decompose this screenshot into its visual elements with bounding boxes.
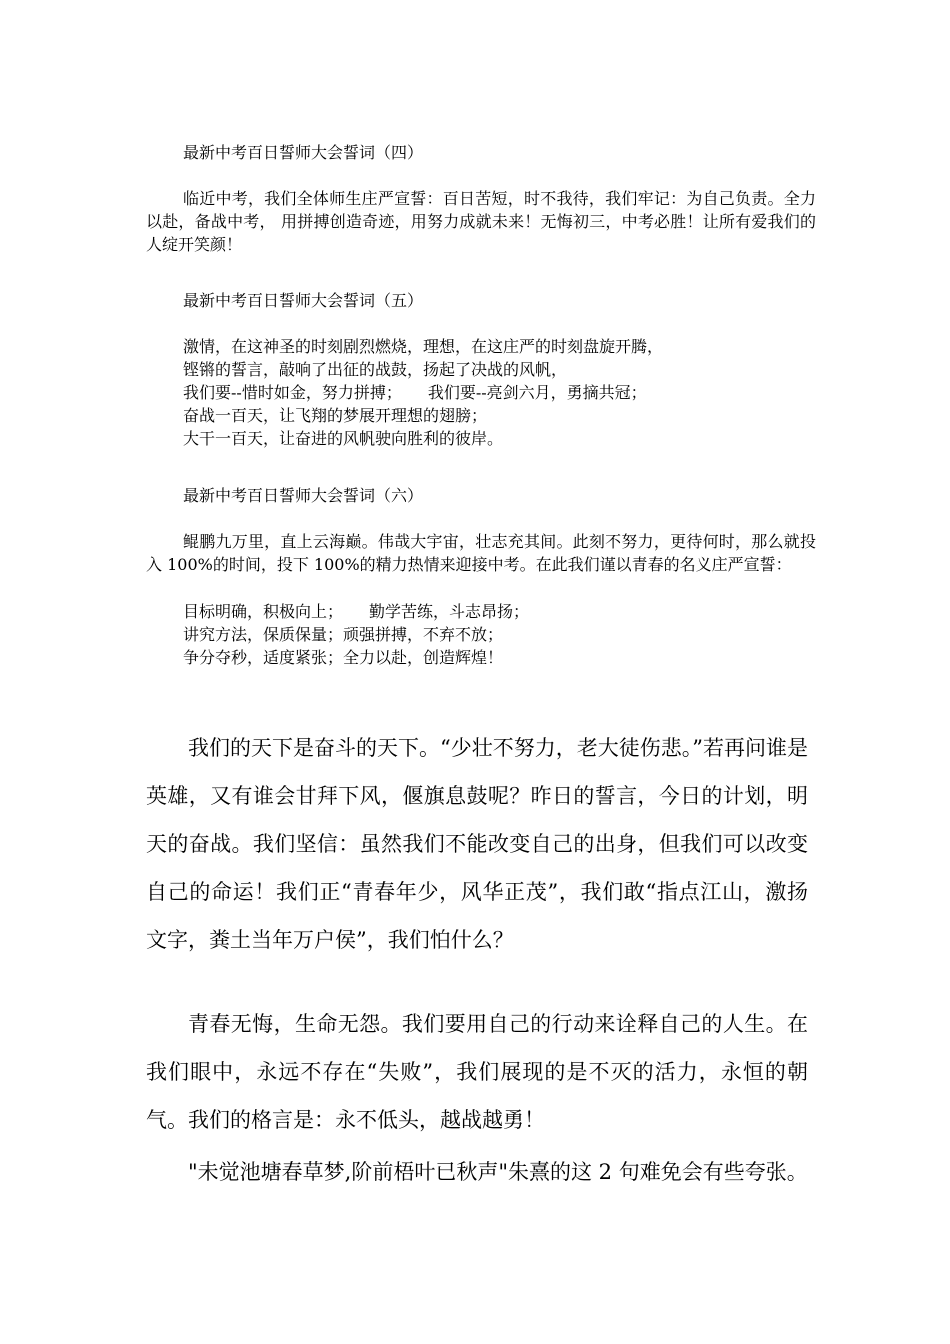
section-6-line-1a: 目标明确，积极向上； — [183, 602, 344, 621]
essay-paragraph-3 — [146, 1148, 808, 1196]
essay-paragraph-2 — [146, 1000, 808, 1144]
section-6-line-3: 争分夺秒，适度紧张；全力以赴，创造辉煌！ — [183, 648, 504, 667]
section-5-line-2: 铿锵的誓言，敲响了出征的战鼓，扬起了决战的风帆， — [183, 360, 568, 379]
section-5-line-5: 大干一百天，让奋进的风帆驶向胜利的彼岸。 — [183, 429, 504, 448]
section-4-title: 最新中考百日誓师大会誓词（四） — [183, 143, 424, 162]
essay-p1-text: 我们的天下是奋斗的天下。“少壮不努力，老大徒伤悲。”若再问谁是英雄，又有谁会甘拜下风，偃旗息鼓呢？昨日的誓言，今日的计划，明天的奋战。我们坚信：虽然我们不能改变自己的出身，但我们可以改变自己的命运！我们正“青春年少，风华正茂”，我们敢“指点江山，激扬文字，粪土当年万户侯”，我们怕什么？ — [146, 736, 808, 952]
section-5-line-3a: 我们要--惜时如金，努力拼搏； — [183, 383, 402, 402]
essay-p2-text: 青春无悔，生命无怨。我们要用自己的行动来诠释自己的人生。在我们眼中，永远不存在“失败”，我们展现的是不灭的活力，永恒的朝气。我们的格言是：永不低头，越战越勇！ — [146, 1012, 808, 1132]
section-6-title: 最新中考百日誓师大会誓词（六） — [183, 486, 424, 505]
section-5-line-4: 奋战一百天，让飞翔的梦展开理想的翅膀； — [183, 406, 488, 425]
essay-p3-text: "未觉池塘春草梦,阶前梧叶已秋声"朱熹的这 2 句难免会有些夸张。 — [188, 1160, 808, 1184]
section-5-line-3b: 我们要--亮剑六月，勇摘共冠； — [427, 383, 647, 402]
section-6-line-1b: 勤学苦练，斗志昂扬； — [369, 602, 530, 621]
section-6-line-2: 讲究方法，保质保量；顽强拼搏，不弃不放； — [183, 625, 504, 644]
section-6-line-1 — [146, 600, 853, 623]
section-5-line-3 — [146, 381, 853, 404]
essay-paragraph-1 — [146, 724, 808, 964]
section-5-title: 最新中考百日誓师大会誓词（五） — [183, 291, 424, 310]
section-6-body: 鲲鹏九万里，直上云海巅。伟哉大宇宙，壮志充其间。此刻不努力，更待何时，那么就投入 100%的时间，投下 100%的精力热情来迎接中考。在此我们谨以青春的名义庄严宣誓： — [146, 532, 816, 574]
section-5-line-1: 激情，在这神圣的时刻剧烈燃烧，理想，在这庄严的时刻盘旋开腾， — [183, 337, 664, 356]
section-4-body: 临近中考，我们全体师生庄严宣誓：百日苦短，时不我待，我们牢记：为自己负责。全力以赴，备战中考， 用拼搏创造奇迹，用努力成就未来！无悔初三，中考必胜！让所有爱我们的人绽开笑颜！ — [146, 189, 816, 254]
